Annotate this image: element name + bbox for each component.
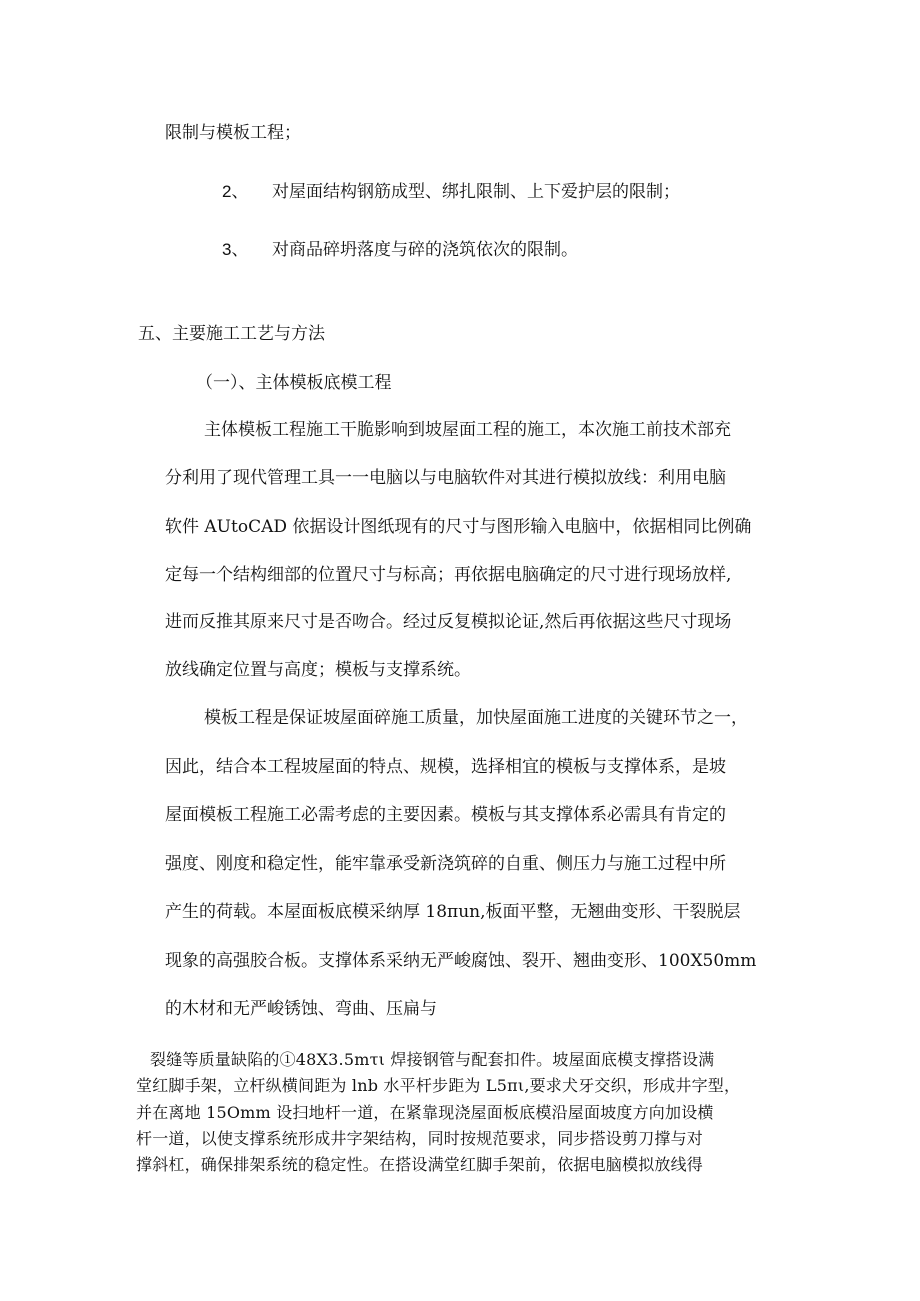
paragraph-line: 产生的荷载。本屋面板底模采纳厚 18πun,板面平整，无翘曲变形、干裂脱层 [165,902,741,922]
paragraph-line: 软件 AUtoCAD 依据设计图纸现有的尺寸与图形输入电脑中，依据相同比例确 [165,517,752,537]
paragraph-line: 撑斜杠，确保排架系统的稳定性。在搭设满堂红脚手架前，依据电脑模拟放线得 [136,1155,704,1174]
paragraph-line: 放线确定位置与高度；模板与支撑系统。 [165,660,471,680]
list-number: 2、 [222,182,249,201]
paragraph-line: 定每一个结构细部的位置尺寸与标高；再依据电脑确定的尺寸进行现场放样, [165,565,732,585]
list-item-text: 对屋面结构钢筋成型、绑扎限制、上下爱护层的限制； [272,182,680,202]
paragraph-line: 裂缝等质量缺陷的①48X3.5mτι 焊接钢管与配套扣件。坡屋面底模支撑搭设满 [150,1050,715,1069]
paragraph-line: 并在离地 15Omm 设扫地杆一道，在紧靠现浇屋面板底模沿屋面坡度方向加设横 [136,1103,714,1122]
subsection-heading: （一）、主体模板底模工程 [196,373,392,393]
paragraph-line: 现象的高强胶合板。支撑体系采纳无严峻腐蚀、裂开、翘曲变形、100X50mm [165,951,757,971]
paragraph-line: 的木材和无严峻锈蚀、弯曲、压扁与 [165,999,437,1019]
paragraph-line: 进而反推其原来尺寸是否吻合。经过反复模拟论证,然后再依据这些尺寸现场 [165,612,732,632]
paragraph-line: 模板工程是保证坡屋面碎施工质量，加快屋面施工进度的关键环节之一， [204,708,748,728]
paragraph-line: 屋面模板工程施工必需考虑的主要因素。模板与其支撑体系必需具有肯定的 [165,805,726,825]
paragraph-line: 分利用了现代管理工具一一电脑以与电脑软件对其进行模拟放线：利用电脑 [165,468,726,488]
list-item-text: 对商品碎坍落度与碎的浇筑依次的限制。 [272,240,578,260]
paragraph-line: 因此，结合本工程坡屋面的特点、规模，选择相宜的模板与支撑体系，是坡 [165,757,726,777]
paragraph-line: 主体模板工程施工干脆影响到坡屋面工程的施工，本次施工前技术部充 [204,420,731,440]
section-heading: 五、主要施工工艺与方法 [138,324,325,344]
paragraph-line: 堂红脚手架，立杆纵横间距为 lnb 水平杆步距为 L5πι,要求犬牙交织，形成井字型， [136,1076,741,1095]
paragraph-line: 强度、刚度和稳定性，能牢靠承受新浇筑碎的自重、侧压力与施工过程中所 [165,854,726,874]
text-line: 限制与模板工程； [165,123,301,143]
paragraph-line: 杆一道，以使支撑系统形成井字架结构，同时按规范要求，同步搭设剪刀撑与对 [136,1129,704,1148]
list-number: 3、 [222,240,249,259]
